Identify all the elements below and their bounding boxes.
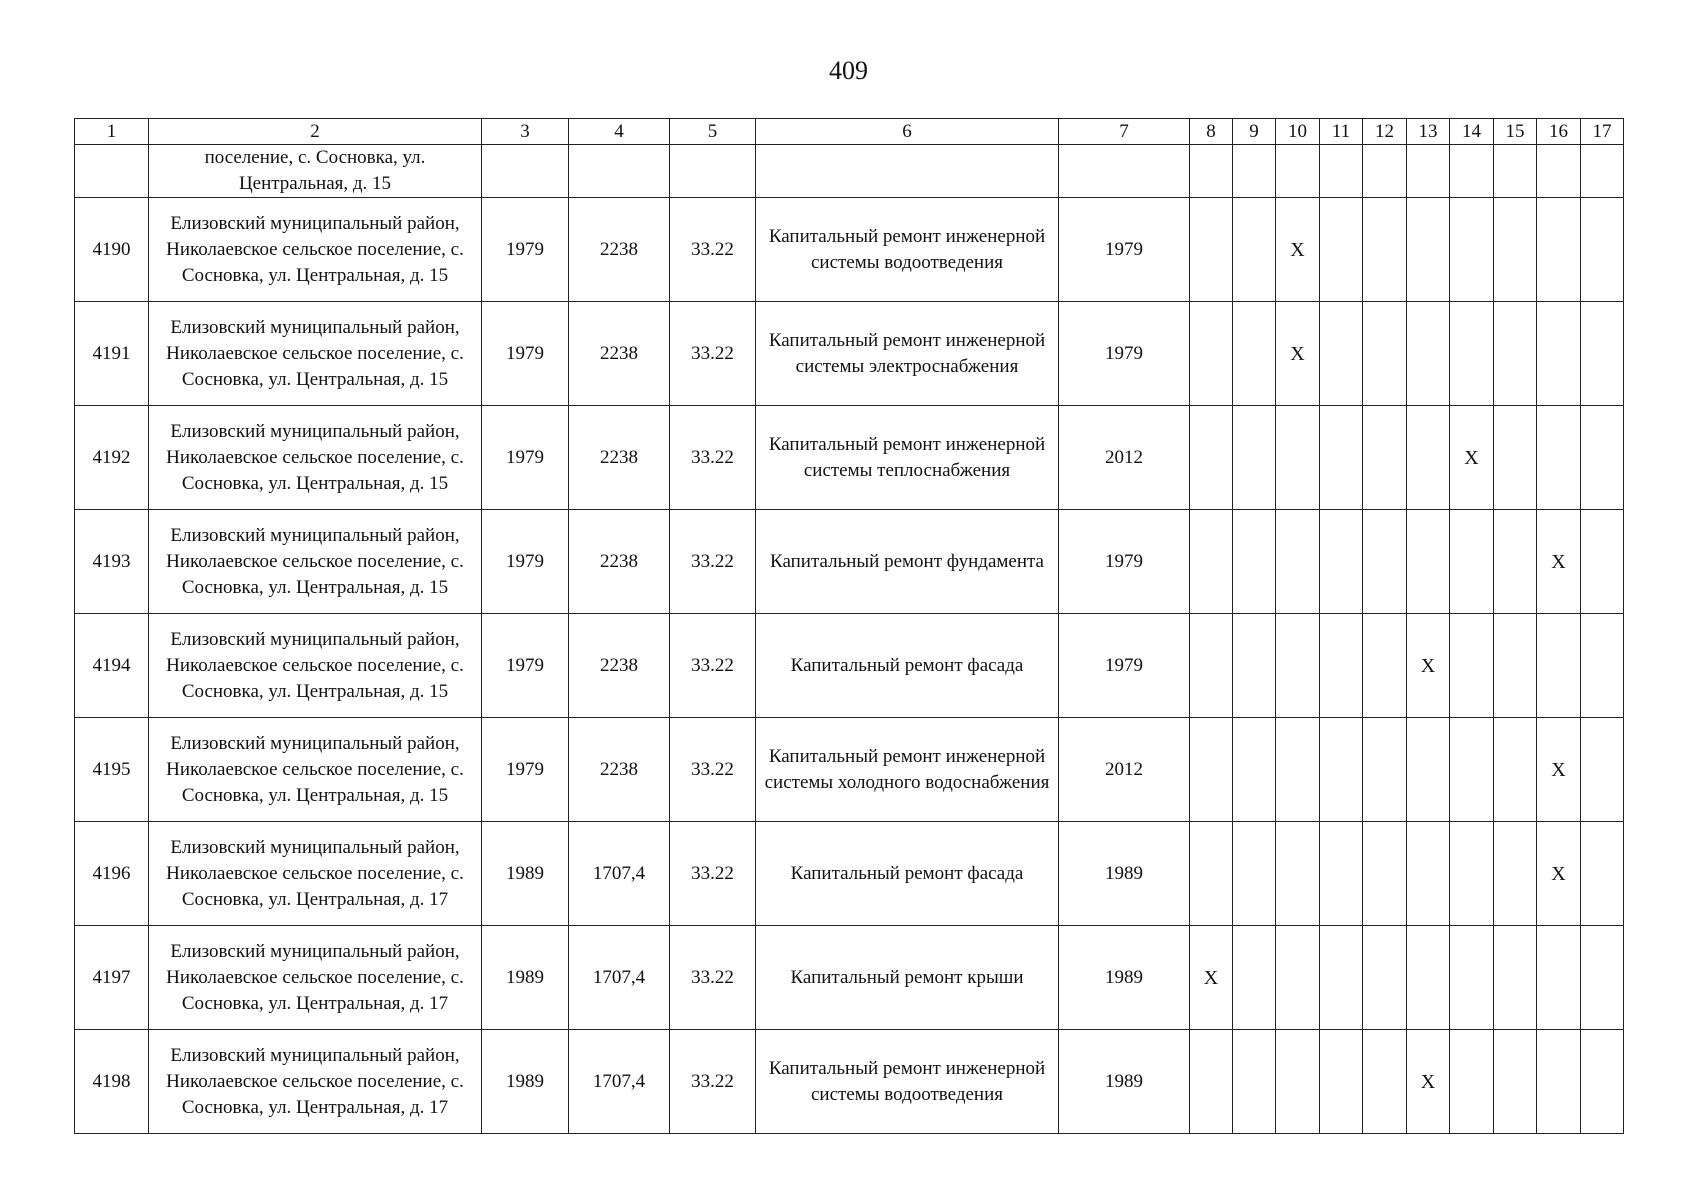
cell-mark-11 bbox=[1320, 926, 1363, 1030]
table-row bbox=[75, 302, 1624, 406]
cell-mark-10 bbox=[1276, 145, 1320, 198]
cell-year2: 2012 bbox=[1059, 718, 1190, 822]
table-row bbox=[75, 510, 1624, 614]
cell-mark-8 bbox=[1190, 145, 1233, 198]
cell-mark-9 bbox=[1233, 510, 1276, 614]
cell-year2: 1989 bbox=[1059, 822, 1190, 926]
cell-mark-9 bbox=[1233, 406, 1276, 510]
cell-code: 33.22 bbox=[670, 406, 756, 510]
cell-mark-10: X bbox=[1276, 198, 1320, 302]
cell-mark-13 bbox=[1407, 822, 1450, 926]
cell-work: Капитальный ремонт фасада bbox=[756, 822, 1059, 926]
cell-mark-15 bbox=[1494, 614, 1537, 718]
cell-mark-17 bbox=[1581, 198, 1624, 302]
cell-num: 4197 bbox=[75, 926, 149, 1030]
table-row bbox=[75, 198, 1624, 302]
cell-mark-8 bbox=[1190, 406, 1233, 510]
cell-mark-13: X bbox=[1407, 1030, 1450, 1134]
column-header-10: 10 bbox=[1276, 119, 1320, 145]
cell-mark-15 bbox=[1494, 145, 1537, 198]
cell-mark-9 bbox=[1233, 718, 1276, 822]
table-row bbox=[75, 822, 1624, 926]
cell-mark-10 bbox=[1276, 1030, 1320, 1134]
column-header-16: 16 bbox=[1537, 119, 1581, 145]
cell-mark-12 bbox=[1363, 406, 1407, 510]
cell-area: 2238 bbox=[569, 510, 670, 614]
cell-num: 4195 bbox=[75, 718, 149, 822]
cell-mark-11 bbox=[1320, 1030, 1363, 1134]
cell-year: 1989 bbox=[482, 822, 569, 926]
cell-mark-10 bbox=[1276, 822, 1320, 926]
cell-area: 2238 bbox=[569, 718, 670, 822]
cell-mark-14 bbox=[1450, 198, 1494, 302]
cell-mark-14 bbox=[1450, 1030, 1494, 1134]
cell-mark-15 bbox=[1494, 926, 1537, 1030]
table-row bbox=[75, 926, 1624, 1030]
cell-code: 33.22 bbox=[670, 926, 756, 1030]
repair-schedule-table bbox=[74, 118, 1624, 1134]
cell-mark-11 bbox=[1320, 145, 1363, 198]
cell-area: 2238 bbox=[569, 406, 670, 510]
cell-mark-11 bbox=[1320, 406, 1363, 510]
cell-work: Капитальный ремонт фундамента bbox=[756, 510, 1059, 614]
cell-area: 2238 bbox=[569, 614, 670, 718]
cell-mark-9 bbox=[1233, 926, 1276, 1030]
cell-num: 4190 bbox=[75, 198, 149, 302]
cell-mark-12 bbox=[1363, 198, 1407, 302]
cell-mark-13 bbox=[1407, 406, 1450, 510]
cell-mark-16: X bbox=[1537, 510, 1581, 614]
cell-mark-9 bbox=[1233, 198, 1276, 302]
cell-year: 1979 bbox=[482, 198, 569, 302]
cell-mark-15 bbox=[1494, 198, 1537, 302]
column-header-9: 9 bbox=[1233, 119, 1276, 145]
column-header-1: 1 bbox=[75, 119, 149, 145]
cell-mark-17 bbox=[1581, 822, 1624, 926]
cell-mark-14: X bbox=[1450, 406, 1494, 510]
cell-mark-9 bbox=[1233, 302, 1276, 406]
cell-mark-8 bbox=[1190, 302, 1233, 406]
cell-area: 1707,4 bbox=[569, 926, 670, 1030]
cell-year: 1979 bbox=[482, 406, 569, 510]
cell-mark-16: X bbox=[1537, 718, 1581, 822]
cell-mark-13 bbox=[1407, 926, 1450, 1030]
continuation-row bbox=[75, 145, 1624, 198]
cell-mark-17 bbox=[1581, 926, 1624, 1030]
cell-mark-12 bbox=[1363, 145, 1407, 198]
cell-year: 1989 bbox=[482, 1030, 569, 1134]
cell-mark-12 bbox=[1363, 510, 1407, 614]
cell-mark-12 bbox=[1363, 718, 1407, 822]
table-row bbox=[75, 406, 1624, 510]
cell-year2 bbox=[1059, 145, 1190, 198]
cell-mark-14 bbox=[1450, 718, 1494, 822]
column-header-12: 12 bbox=[1363, 119, 1407, 145]
cell-year: 1979 bbox=[482, 302, 569, 406]
cell-work: Капитальный ремонт инженерной системы электроснабжения bbox=[756, 302, 1059, 406]
cell-area: 1707,4 bbox=[569, 822, 670, 926]
cell-num: 4192 bbox=[75, 406, 149, 510]
cell-year: 1989 bbox=[482, 926, 569, 1030]
cell-mark-17 bbox=[1581, 510, 1624, 614]
column-header-7: 7 bbox=[1059, 119, 1190, 145]
cell-address: Елизовский муниципальный район, Николаевское сельское поселение, с. Сосновка, ул. Центральная, д. 15 bbox=[149, 614, 482, 718]
cell-address: Елизовский муниципальный район, Николаевское сельское поселение, с. Сосновка, ул. Центральная, д. 17 bbox=[149, 1030, 482, 1134]
cell-area bbox=[569, 145, 670, 198]
column-header-4: 4 bbox=[569, 119, 670, 145]
cell-mark-10 bbox=[1276, 406, 1320, 510]
cell-mark-17 bbox=[1581, 718, 1624, 822]
column-header-3: 3 bbox=[482, 119, 569, 145]
cell-mark-12 bbox=[1363, 1030, 1407, 1134]
cell-code: 33.22 bbox=[670, 1030, 756, 1134]
cell-mark-13 bbox=[1407, 718, 1450, 822]
cell-mark-15 bbox=[1494, 822, 1537, 926]
column-header-8: 8 bbox=[1190, 119, 1233, 145]
cell-mark-14 bbox=[1450, 614, 1494, 718]
cell-mark-16 bbox=[1537, 145, 1581, 198]
cell-code: 33.22 bbox=[670, 198, 756, 302]
cell-code: 33.22 bbox=[670, 718, 756, 822]
column-header-15: 15 bbox=[1494, 119, 1537, 145]
table-row bbox=[75, 614, 1624, 718]
table-row bbox=[75, 718, 1624, 822]
cell-address: Елизовский муниципальный район, Николаевское сельское поселение, с. Сосновка, ул. Центральная, д. 15 bbox=[149, 198, 482, 302]
cell-work: Капитальный ремонт инженерной системы холодного водоснабжения bbox=[756, 718, 1059, 822]
cell-mark-12 bbox=[1363, 926, 1407, 1030]
cell-mark-11 bbox=[1320, 614, 1363, 718]
cell-mark-16 bbox=[1537, 926, 1581, 1030]
cell-mark-17 bbox=[1581, 145, 1624, 198]
cell-mark-14 bbox=[1450, 145, 1494, 198]
cell-area: 1707,4 bbox=[569, 1030, 670, 1134]
cell-mark-15 bbox=[1494, 510, 1537, 614]
cell-mark-8 bbox=[1190, 718, 1233, 822]
cell-mark-14 bbox=[1450, 510, 1494, 614]
cell-year2: 1979 bbox=[1059, 302, 1190, 406]
column-header-13: 13 bbox=[1407, 119, 1450, 145]
cell-code: 33.22 bbox=[670, 302, 756, 406]
cell-mark-17 bbox=[1581, 302, 1624, 406]
column-header-6: 6 bbox=[756, 119, 1059, 145]
cell-mark-14 bbox=[1450, 822, 1494, 926]
cell-mark-13 bbox=[1407, 145, 1450, 198]
cell-mark-16 bbox=[1537, 198, 1581, 302]
column-header-14: 14 bbox=[1450, 119, 1494, 145]
cell-mark-16 bbox=[1537, 614, 1581, 718]
cell-num bbox=[75, 145, 149, 198]
cell-num: 4193 bbox=[75, 510, 149, 614]
cell-work: Капитальный ремонт крыши bbox=[756, 926, 1059, 1030]
cell-mark-11 bbox=[1320, 822, 1363, 926]
cell-mark-11 bbox=[1320, 302, 1363, 406]
cell-mark-13 bbox=[1407, 302, 1450, 406]
cell-mark-8: X bbox=[1190, 926, 1233, 1030]
cell-mark-10 bbox=[1276, 510, 1320, 614]
cell-mark-16 bbox=[1537, 1030, 1581, 1134]
cell-mark-11 bbox=[1320, 718, 1363, 822]
cell-mark-13 bbox=[1407, 510, 1450, 614]
cell-mark-8 bbox=[1190, 1030, 1233, 1134]
column-header-5: 5 bbox=[670, 119, 756, 145]
cell-year2: 1979 bbox=[1059, 510, 1190, 614]
cell-num: 4194 bbox=[75, 614, 149, 718]
cell-mark-8 bbox=[1190, 614, 1233, 718]
cell-mark-10: X bbox=[1276, 302, 1320, 406]
column-header-11: 11 bbox=[1320, 119, 1363, 145]
cell-mark-9 bbox=[1233, 1030, 1276, 1134]
cell-work: Капитальный ремонт инженерной системы теплоснабжения bbox=[756, 406, 1059, 510]
table-row bbox=[75, 1030, 1624, 1134]
cell-address: Елизовский муниципальный район, Николаевское сельское поселение, с. Сосновка, ул. Центральная, д. 17 bbox=[149, 822, 482, 926]
cell-area: 2238 bbox=[569, 198, 670, 302]
cell-mark-17 bbox=[1581, 1030, 1624, 1134]
cell-mark-10 bbox=[1276, 926, 1320, 1030]
cell-work bbox=[756, 145, 1059, 198]
cell-mark-16: X bbox=[1537, 822, 1581, 926]
cell-code bbox=[670, 145, 756, 198]
cell-address: Елизовский муниципальный район, Николаевское сельское поселение, с. Сосновка, ул. Центральная, д. 15 bbox=[149, 718, 482, 822]
cell-mark-17 bbox=[1581, 406, 1624, 510]
cell-year2: 1979 bbox=[1059, 614, 1190, 718]
cell-mark-13: X bbox=[1407, 614, 1450, 718]
cell-mark-10 bbox=[1276, 614, 1320, 718]
cell-num: 4198 bbox=[75, 1030, 149, 1134]
cell-num: 4191 bbox=[75, 302, 149, 406]
cell-mark-15 bbox=[1494, 1030, 1537, 1134]
column-header-2: 2 bbox=[149, 119, 482, 145]
cell-year: 1979 bbox=[482, 718, 569, 822]
cell-year2: 1989 bbox=[1059, 926, 1190, 1030]
cell-mark-8 bbox=[1190, 198, 1233, 302]
cell-year2: 2012 bbox=[1059, 406, 1190, 510]
cell-mark-13 bbox=[1407, 198, 1450, 302]
cell-mark-8 bbox=[1190, 822, 1233, 926]
cell-mark-12 bbox=[1363, 822, 1407, 926]
cell-address: Елизовский муниципальный район, Николаевское сельское поселение, с. Сосновка, ул. Центральная, д. 15 bbox=[149, 302, 482, 406]
cell-mark-9 bbox=[1233, 614, 1276, 718]
cell-mark-8 bbox=[1190, 510, 1233, 614]
cell-address: поселение, с. Сосновка, ул. Центральная, д. 15 bbox=[149, 145, 482, 198]
cell-year: 1979 bbox=[482, 510, 569, 614]
column-number-header bbox=[75, 119, 1624, 145]
cell-code: 33.22 bbox=[670, 510, 756, 614]
cell-address: Елизовский муниципальный район, Николаевское сельское поселение, с. Сосновка, ул. Центральная, д. 15 bbox=[149, 406, 482, 510]
cell-mark-11 bbox=[1320, 198, 1363, 302]
cell-mark-10 bbox=[1276, 718, 1320, 822]
cell-mark-9 bbox=[1233, 145, 1276, 198]
column-header-17: 17 bbox=[1581, 119, 1624, 145]
cell-mark-12 bbox=[1363, 302, 1407, 406]
cell-mark-14 bbox=[1450, 926, 1494, 1030]
cell-mark-15 bbox=[1494, 406, 1537, 510]
cell-code: 33.22 bbox=[670, 614, 756, 718]
cell-year bbox=[482, 145, 569, 198]
cell-year2: 1979 bbox=[1059, 198, 1190, 302]
cell-mark-16 bbox=[1537, 302, 1581, 406]
cell-work: Капитальный ремонт инженерной системы водоотведения bbox=[756, 1030, 1059, 1134]
cell-mark-14 bbox=[1450, 302, 1494, 406]
cell-address: Елизовский муниципальный район, Николаевское сельское поселение, с. Сосновка, ул. Центральная, д. 17 bbox=[149, 926, 482, 1030]
cell-work: Капитальный ремонт фасада bbox=[756, 614, 1059, 718]
cell-year: 1979 bbox=[482, 614, 569, 718]
cell-mark-12 bbox=[1363, 614, 1407, 718]
cell-num: 4196 bbox=[75, 822, 149, 926]
cell-mark-16 bbox=[1537, 406, 1581, 510]
cell-mark-9 bbox=[1233, 822, 1276, 926]
cell-mark-17 bbox=[1581, 614, 1624, 718]
cell-area: 2238 bbox=[569, 302, 670, 406]
cell-year2: 1989 bbox=[1059, 1030, 1190, 1134]
cell-address: Елизовский муниципальный район, Николаевское сельское поселение, с. Сосновка, ул. Центральная, д. 15 bbox=[149, 510, 482, 614]
page-number: 409 bbox=[829, 56, 868, 85]
cell-mark-11 bbox=[1320, 510, 1363, 614]
cell-mark-15 bbox=[1494, 302, 1537, 406]
cell-work: Капитальный ремонт инженерной системы водоотведения bbox=[756, 198, 1059, 302]
cell-code: 33.22 bbox=[670, 822, 756, 926]
cell-mark-15 bbox=[1494, 718, 1537, 822]
